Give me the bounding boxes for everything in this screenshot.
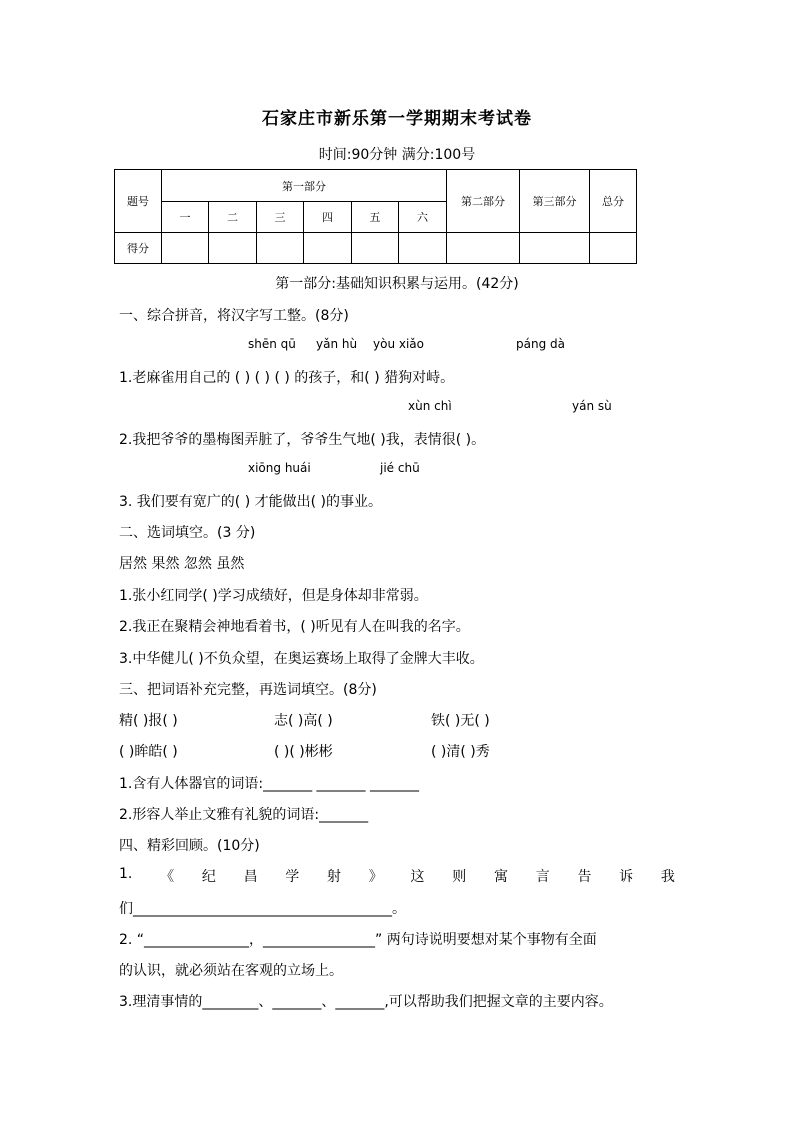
- score-cell[interactable]: [209, 233, 257, 264]
- q1-char: 我: [660, 869, 675, 885]
- table-col-2: 二: [209, 202, 257, 233]
- table-col-4: 四: [304, 202, 352, 233]
- exam-title: 石家庄市新乐第一学期期末考试卷: [262, 109, 532, 129]
- q1-char: 纪: [201, 869, 216, 885]
- section1-q1: 1.老麻雀用自己的 ( ) ( ) ( ) 的孩子，和( ) 猎狗对峙。: [119, 370, 455, 386]
- table-col-6: 六: [399, 202, 447, 233]
- score-cell[interactable]: [257, 233, 304, 264]
- score-cell[interactable]: [162, 233, 209, 264]
- q1-char: 诉: [619, 869, 634, 885]
- section3-q1: 1.含有人体器官的词语:_______ _______ _______: [119, 776, 419, 792]
- pinyin-youxiao: yòu xiǎo: [373, 337, 424, 351]
- section4-q2-line1: 2. “_______________，________________” 两句诗说明要想对某个事物有全面: [119, 932, 597, 948]
- q1-char: 这: [410, 869, 425, 885]
- score-cell[interactable]: [447, 233, 520, 264]
- q1-char: 学: [285, 869, 300, 885]
- section2-q2: 2.我正在聚精会神地看着书，( )听见有人在叫我的名字。: [119, 619, 470, 635]
- pinyin-yanhu: yǎn hù: [316, 337, 358, 351]
- table-col-5: 五: [352, 202, 399, 233]
- table-header-label: 题号: [115, 170, 162, 233]
- table-part1-label: 第一部分: [162, 170, 447, 202]
- table-col-3: 三: [257, 202, 304, 233]
- q1-char: 则: [452, 869, 467, 885]
- score-cell[interactable]: [352, 233, 399, 264]
- score-table: [114, 169, 637, 264]
- q1-char: 《: [160, 869, 175, 885]
- section4-heading: 四、精彩回顾。(10分): [119, 838, 260, 854]
- q1-char: 1.: [119, 866, 133, 882]
- table-col-1: 一: [162, 202, 209, 233]
- q1-char: 射: [327, 869, 342, 885]
- section2-heading: 二、选词填空。(3 分): [119, 525, 256, 541]
- pinyin-pangda: páng dà: [516, 337, 565, 351]
- q1-char: 寓: [493, 869, 508, 885]
- section4-q1-line1: [119, 866, 675, 886]
- score-cell[interactable]: [520, 233, 590, 264]
- section3-q2: 2.形容人举止文雅有礼貌的词语:_______: [119, 807, 369, 823]
- pinyin-xunchi: xùn chì: [408, 399, 452, 413]
- q1-char: 》: [368, 869, 383, 885]
- idiom-4: ( )眸皓( ): [119, 744, 178, 760]
- score-cell[interactable]: [399, 233, 447, 264]
- exam-subtitle: 时间:90分钟 满分:100号: [318, 147, 476, 163]
- pinyin-yansu: yán sù: [572, 399, 612, 413]
- q1-char: 言: [535, 869, 550, 885]
- idiom-5: ( )( )彬彬: [274, 744, 333, 760]
- table-score-label: 得分: [115, 233, 162, 264]
- score-cell[interactable]: [590, 233, 637, 264]
- pinyin-jiechu: jié chū: [380, 461, 420, 475]
- idiom-3: 铁( )无( ): [431, 713, 490, 729]
- table-total-label: 总分: [590, 170, 637, 233]
- table-part2-label: 第二部分: [447, 170, 520, 233]
- q1-char: 昌: [243, 869, 258, 885]
- section4-q1-line2: 们_____________________________________。: [119, 901, 406, 917]
- section4-q2-line2: 的认识，就必须站在客观的立场上。: [119, 963, 343, 979]
- section1-heading: 一、综合拼音，将汉字写工整。(8分): [119, 308, 349, 324]
- score-cell[interactable]: [304, 233, 352, 264]
- section2-word-options: 居然 果然 忽然 虽然: [119, 556, 245, 572]
- section1-q2: 2.我把爷爷的墨梅图弄脏了，爷爷生气地( )我，表情很( )。: [119, 432, 486, 448]
- table-part3-label: 第三部分: [520, 170, 590, 233]
- section2-q1: 1.张小红同学( )学习成绩好，但是身体却非常弱。: [119, 588, 428, 604]
- pinyin-shenqu: shēn qū: [248, 337, 296, 351]
- section2-q3: 3.中华健儿( )不负众望，在奥运赛场上取得了金牌大丰收。: [119, 651, 484, 667]
- section1-q3: 3. 我们要有宽广的( ) 才能做出( )的事业。: [119, 494, 383, 510]
- pinyin-xionghuai: xiōng huái: [248, 461, 311, 475]
- idiom-2: 志( )高( ): [274, 713, 333, 729]
- section3-heading: 三、把词语补充完整，再选词填空。(8分): [119, 682, 377, 698]
- idiom-1: 精( )报( ): [119, 713, 178, 729]
- section4-q3: 3.理清事情的________、_______、_______,可以帮助我们把握文章的主要内容。: [119, 994, 613, 1010]
- q1-char: 告: [577, 869, 592, 885]
- idiom-6: ( )清( )秀: [431, 744, 490, 760]
- part1-heading: 第一部分:基础知识积累与运用。(42分): [275, 276, 519, 292]
